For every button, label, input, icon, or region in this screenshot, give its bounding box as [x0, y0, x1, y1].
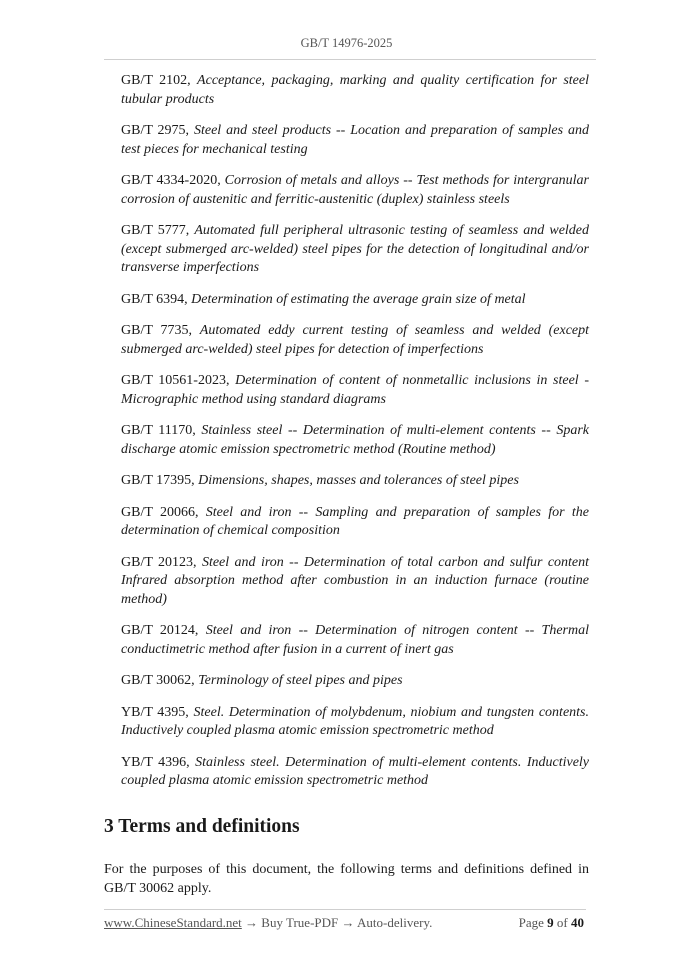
reference-code: GB/T 2102, [121, 73, 191, 88]
auto-delivery-text: Auto-delivery. [357, 915, 433, 930]
reference-item [121, 372, 589, 409]
reference-item [121, 622, 589, 659]
reference-item [121, 322, 589, 359]
reference-item [121, 172, 589, 209]
reference-code: YB/T 4396, [121, 754, 190, 770]
reference-item [121, 122, 589, 159]
website-link[interactable]: www.ChineseStandard.net [104, 915, 242, 930]
reference-code: GB/T 17395, [121, 473, 195, 488]
reference-title: Determination of content of nonmetallic inclusions in steel - Micrographic method using standard diagrams [121, 373, 589, 407]
section-heading: 3 Terms and definitions [104, 816, 300, 837]
arrow-icon: → [338, 915, 358, 930]
reference-code: GB/T 20124, [121, 623, 199, 638]
reference-code: GB/T 7735, [121, 323, 192, 338]
reference-title: Determination of estimating the average grain size of metal [191, 291, 526, 307]
reference-code: YB/T 4395, [121, 704, 189, 720]
reference-item [121, 672, 589, 691]
reference-title: Stainless steel -- Determination of multi-element contents -- Spark discharge atomic emission spectrometric method (Routine method) [121, 423, 590, 457]
header-divider [104, 59, 596, 60]
reference-title: Corrosion of metals and alloys -- Test methods for intergranular corrosion of austenitic and ferritic-austenitic (duplex) stainless steels [121, 173, 590, 207]
reference-code: GB/T 2975, [121, 123, 190, 138]
reference-code: GB/T 20123, [121, 554, 197, 570]
reference-item [121, 704, 589, 741]
reference-title: Steel. Determination of molybdenum, niobium and tungsten contents. Inductively coupled plasma atomic emission spectrometric method [121, 704, 590, 738]
reference-code: GB/T 6394, [121, 291, 188, 307]
page-number: 9 [547, 915, 554, 930]
buy-pdf-text: Buy True-PDF [261, 915, 339, 930]
reference-title: Dimensions, shapes, masses and tolerances of steel pipes [198, 473, 519, 488]
reference-title: Steel and iron -- Sampling and preparation of samples for the determination of chemical composition [121, 504, 589, 538]
reference-item [121, 754, 589, 791]
reference-item [121, 422, 589, 459]
page-total: 40 [571, 915, 584, 930]
reference-title: Steel and iron -- Determination of nitrogen content -- Thermal conductimetric method after fusion in a current of inert gas [121, 623, 590, 657]
page-label: Page [518, 915, 544, 930]
arrow-icon: → [241, 915, 262, 930]
reference-item [121, 472, 589, 491]
reference-title: Stainless steel. Determination of multi-element contents. Inductively coupled plasma atomic emission spectrometric method [121, 754, 590, 788]
reference-title: Terminology of steel pipes and pipes [198, 673, 403, 688]
page-header: GB/T 14976-2025 [300, 36, 393, 50]
reference-code: GB/T 11170, [121, 423, 196, 438]
reference-item [121, 504, 589, 541]
page-counter [519, 915, 584, 931]
of-label: of [556, 915, 568, 930]
reference-item [121, 291, 589, 310]
reference-item [121, 554, 589, 610]
section-intro: For the purposes of this document, the following terms and definitions defined in GB/T 30062 apply. [104, 862, 589, 896]
footer-promo [104, 915, 432, 931]
reference-title: Acceptance, packaging, marking and quality certification for steel tubular products [121, 73, 590, 107]
footer-divider [104, 909, 586, 910]
reference-item [121, 222, 589, 278]
reference-code: GB/T 30062, [121, 673, 195, 688]
reference-code: GB/T 5777, [121, 223, 190, 238]
reference-title: Steel and steel products -- Location and preparation of samples and test pieces for mechanical testing [121, 123, 589, 157]
reference-item [121, 72, 589, 109]
reference-title: Automated full peripheral ultrasonic testing of seamless and welded (except submerged arc-welded) steel pipes for the detection of longitudinal and/or transverse imperfections [121, 223, 590, 275]
reference-code: GB/T 4334-2020, [121, 173, 221, 188]
normative-references-list [121, 72, 589, 804]
reference-title: Steel and iron -- Determination of total carbon and sulfur content Infrared absorption method after combustion in an induction furnace (routine method) [121, 554, 590, 607]
reference-title: Automated eddy current testing of seamless and welded (except submerged arc-welded) steel pipes for detection of imperfections [121, 323, 590, 357]
reference-code: GB/T 10561-2023, [121, 373, 230, 388]
reference-code: GB/T 20066, [121, 504, 199, 520]
